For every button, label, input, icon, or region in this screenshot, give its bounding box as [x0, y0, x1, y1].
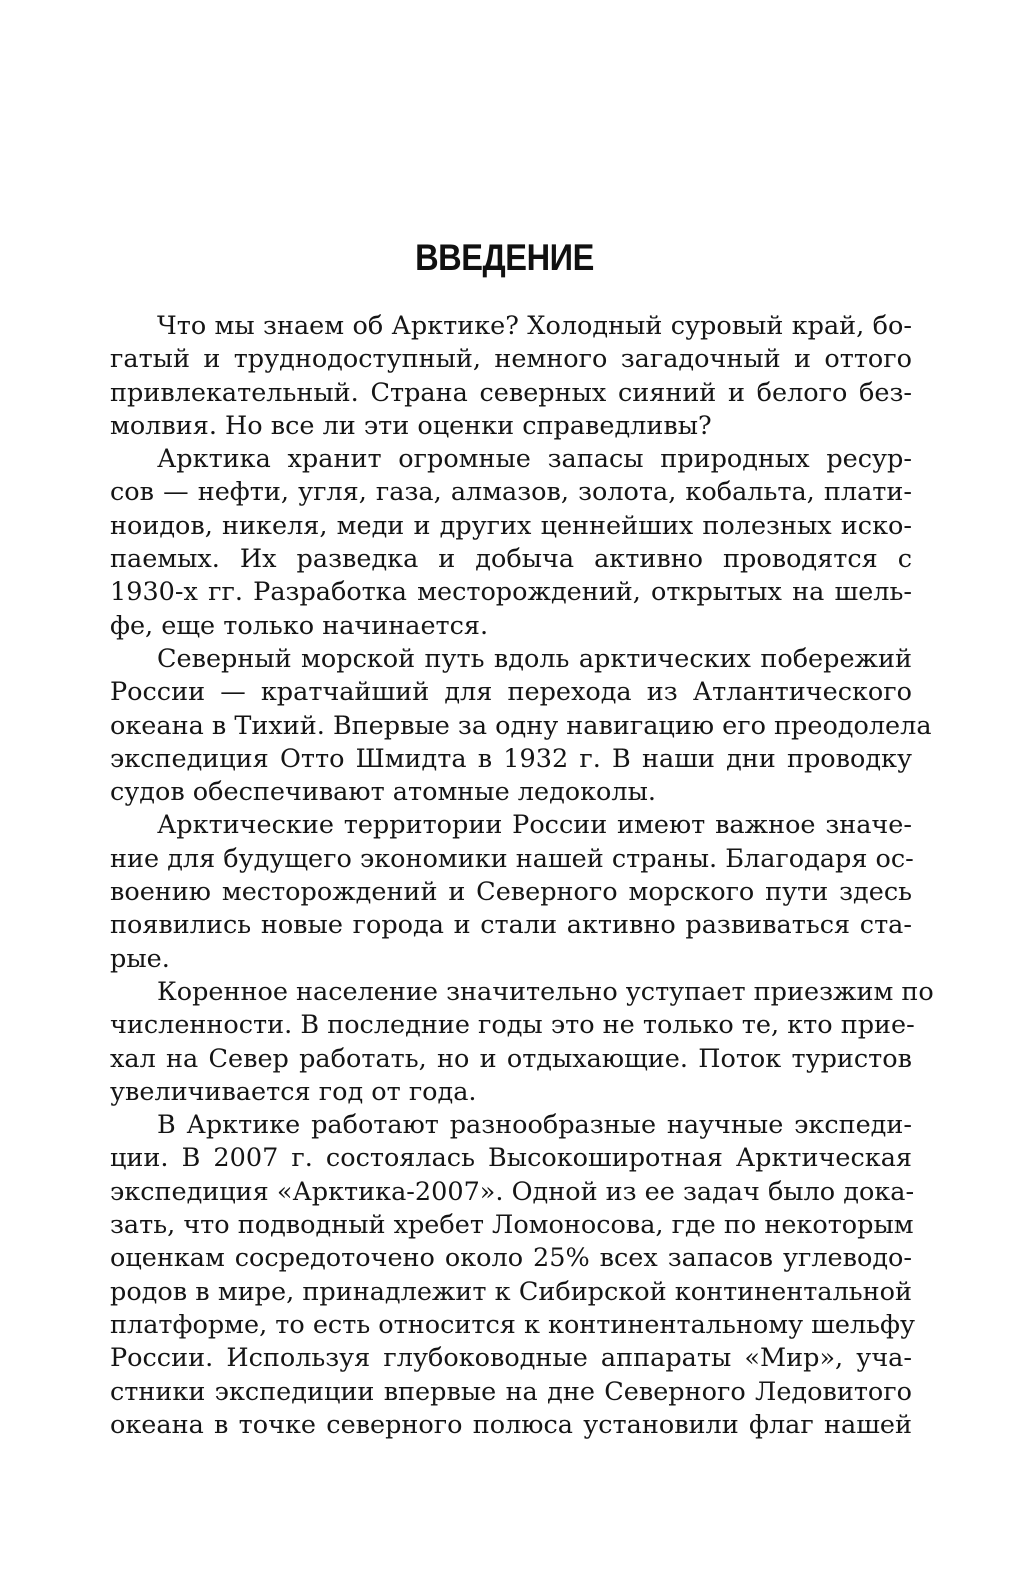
text-line: молвия. Но все ли эти оценки справедливы?: [110, 410, 712, 441]
text-line: Северный морской путь вдоль арктических побережий: [157, 643, 912, 674]
text-line: экспедиция Отто Шмидта в 1932 г. В наши дни проводку: [110, 743, 912, 774]
text-line: родов в мире, принадлежит к Сибирской континентальной: [110, 1276, 912, 1307]
text-line: России. Используя глубоководные аппараты «Мир», уча-: [110, 1343, 912, 1374]
text-line: В Арктике работают разнообразные научные экспеди-: [157, 1110, 912, 1141]
text-line: зать, что подводный хребет Ломоносова, где по некоторым: [110, 1210, 914, 1241]
text-line: судов обеспечивают атомные ледоколы.: [110, 777, 657, 808]
text-line: хал на Север работать, но и отдыхающие. Поток туристов: [110, 1043, 912, 1074]
text-line: увеличивается год от года.: [110, 1076, 477, 1107]
text-line: Что мы знаем об Арктике? Холодный суровый край, бо-: [157, 311, 912, 341]
text-line: экспедиция «Арктика-2007». Одной из ее задач было дока-: [110, 1176, 915, 1207]
text-line: гатый и труднодоступный, немного загадочный и оттого: [110, 344, 912, 375]
text-line: привлекательный. Страна северных сияний и белого без-: [110, 377, 912, 408]
text-line: ции. В 2007 г. состоялась Высокоширотная Арктическая: [110, 1143, 912, 1174]
text-line: воению месторождений и Северного морского пути здесь: [110, 877, 912, 908]
page-title: ВВЕДЕНИЕ: [415, 237, 594, 278]
text-line: стники экспедиции впервые на дне Северного Ледовитого: [110, 1376, 912, 1407]
text-line: оценкам сосредоточено около 25% всех запасов углеводо-: [110, 1243, 912, 1274]
text-line: 1930-х гг. Разработка месторождений, открытых на шель-: [110, 577, 912, 608]
text-line: России — кратчайший для перехода из Атлантического: [110, 677, 912, 708]
text-line: океана в точке северного полюса установили флаг нашей: [110, 1409, 912, 1440]
text-line: рые.: [110, 943, 170, 974]
text-line: Коренное население значительно уступает приезжим по: [157, 976, 934, 1007]
text-line: появились новые города и стали активно развиваться ста-: [110, 910, 912, 941]
text-line: платформе, то есть относится к континентальному шельфу: [110, 1309, 916, 1340]
text-line: численности. В последние годы это не только те, кто прие-: [110, 1010, 915, 1041]
text-line: фе, еще только начинается.: [110, 610, 489, 641]
text-line: ноидов, никеля, меди и других ценнейших полезных иско-: [110, 510, 912, 541]
body-text: [110, 310, 934, 1442]
text-line: сов — нефти, угля, газа, алмазов, золота, кобальта, плати-: [110, 477, 912, 508]
text-line: Арктические территории России имеют важное значе-: [157, 810, 912, 841]
text-line: паемых. Их разведка и добыча активно проводятся с: [110, 544, 912, 575]
text-line: океана в Тихий. Впервые за одну навигацию его преодолела: [110, 710, 932, 741]
text-line: Арктика хранит огромные запасы природных ресур-: [157, 444, 912, 475]
text-line: ние для будущего экономики нашей страны. Благодаря ос-: [110, 843, 914, 874]
